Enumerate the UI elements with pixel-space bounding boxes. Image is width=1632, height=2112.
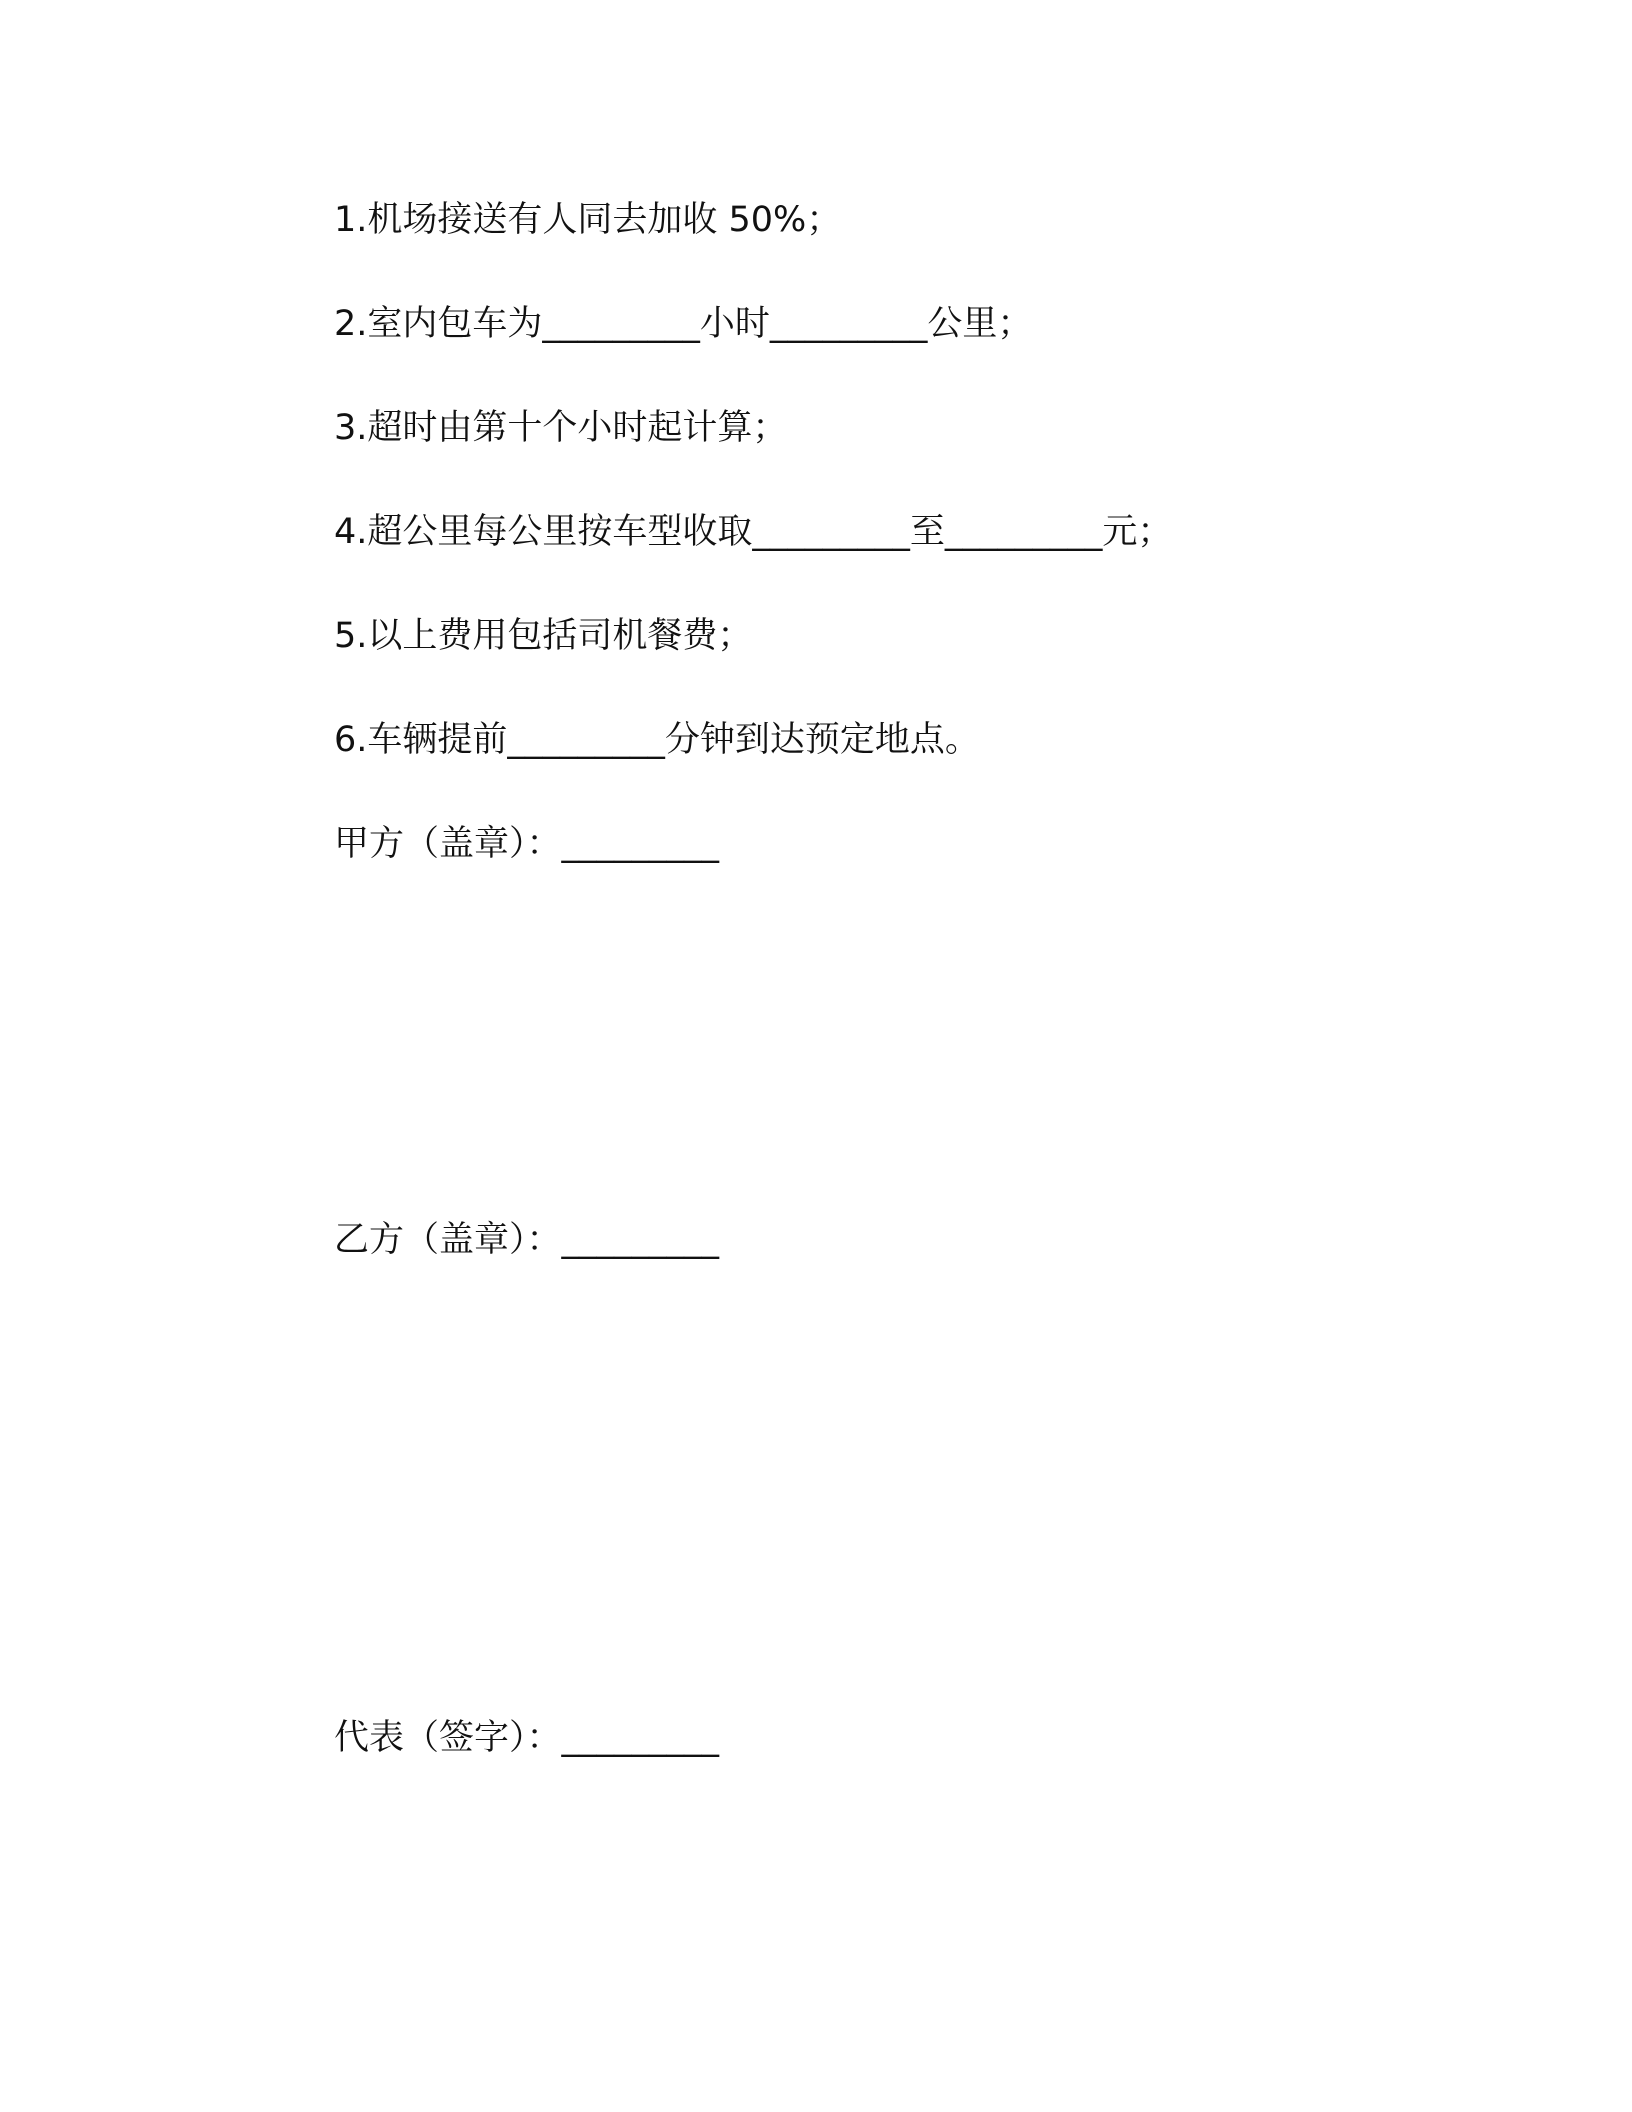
clause-3: 3.超时由第十个小时起计算； bbox=[334, 408, 788, 448]
clause-5: 5.以上费用包括司机餐费； bbox=[334, 616, 753, 656]
party-a-signature-line: 甲方（盖章）：_________ bbox=[334, 824, 720, 864]
clause-2: 2.室内包车为_________小时_________公里； bbox=[334, 304, 1033, 344]
party-b-signature-line: 乙方（盖章）：_________ bbox=[334, 1220, 720, 1260]
clause-6: 6.车辆提前_________分钟到达预定地点。 bbox=[334, 720, 980, 760]
clause-4: 4.超公里每公里按车型收取_________至_________元； bbox=[334, 512, 1173, 552]
clause-1: 1.机场接送有人同去加收 50%； bbox=[334, 200, 842, 240]
representative-signature-line: 代表（签字）：_________ bbox=[334, 1718, 720, 1758]
